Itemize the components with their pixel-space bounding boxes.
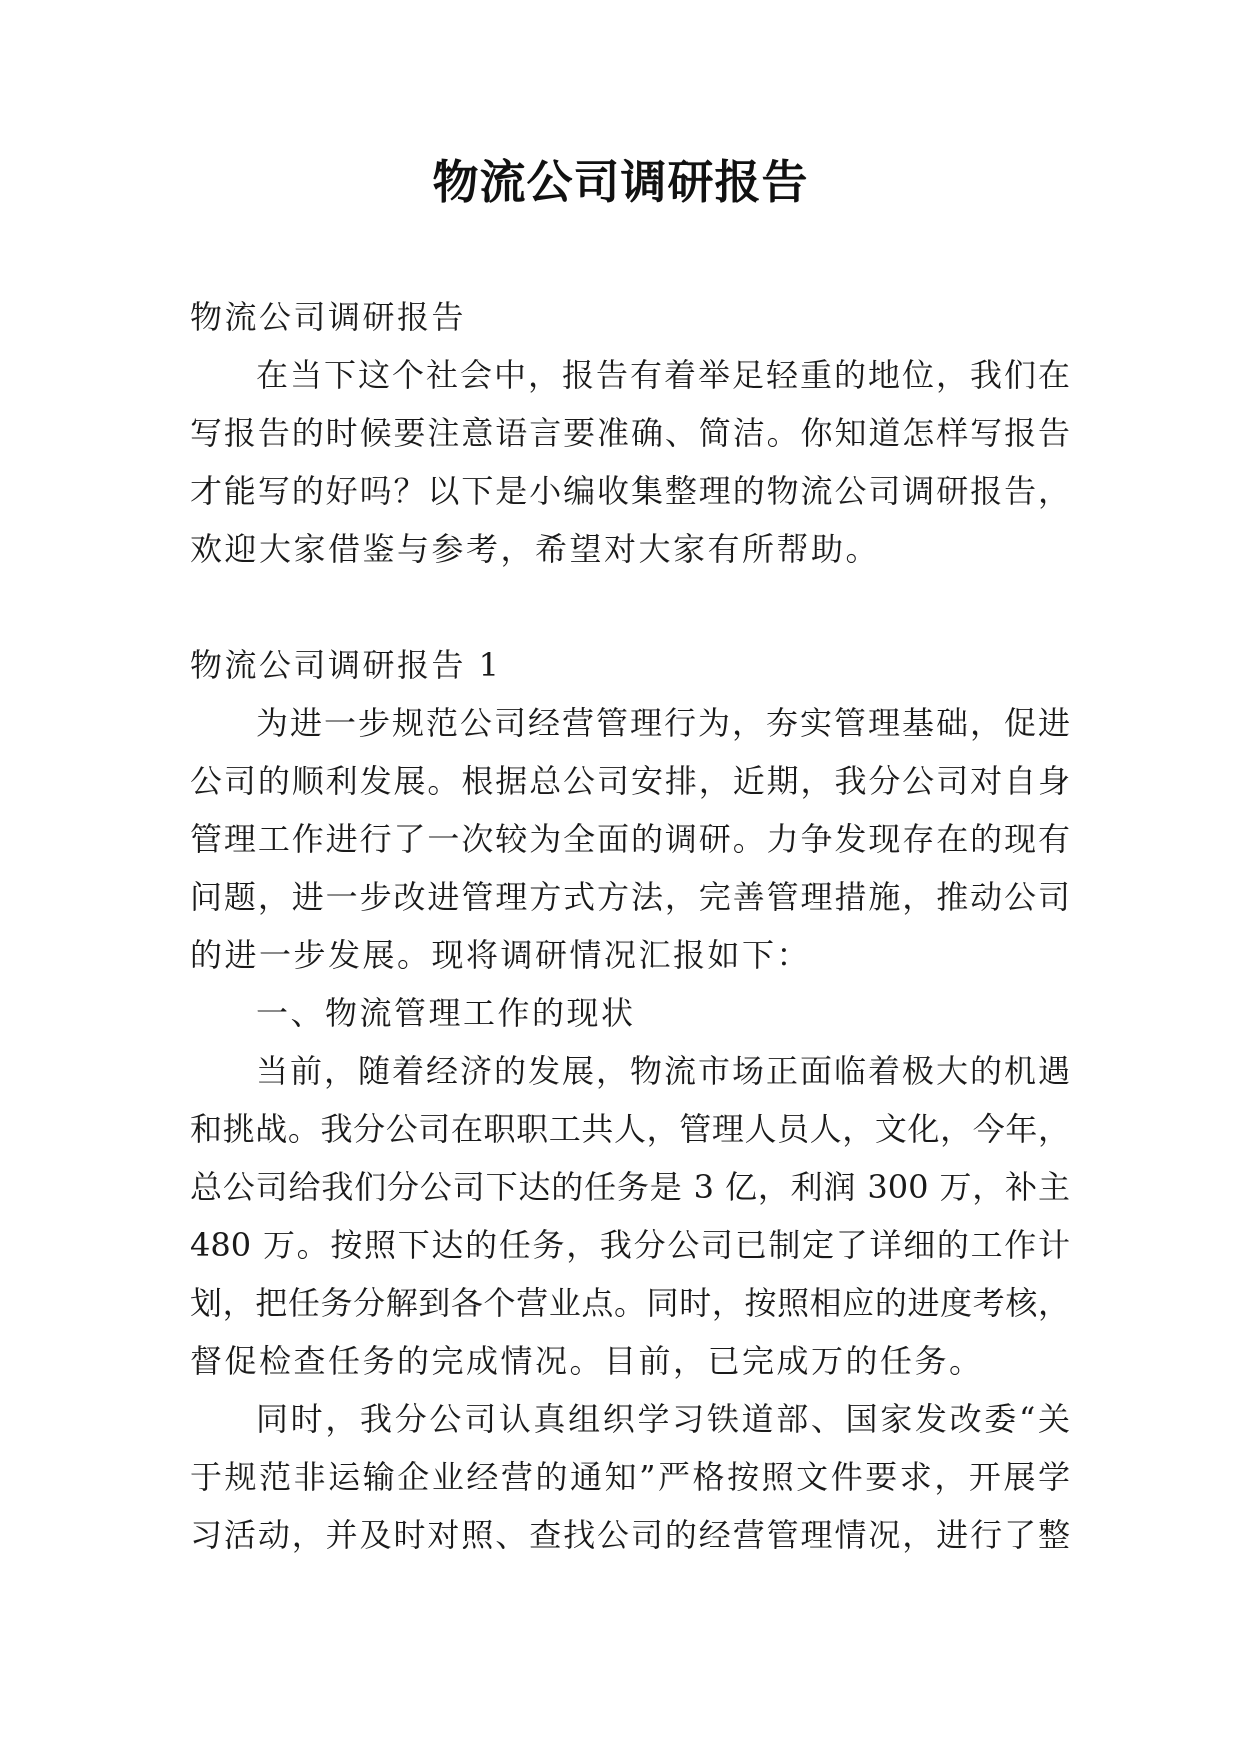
paragraph-line: 问题，进一步改进管理方式方法，完善管理措施，推动公司 [190,878,1070,916]
paragraph-line: 的进一步发展。现将调研情况汇报如下： [190,936,812,974]
intro-heading: 物流公司调研报告 [190,298,467,336]
paragraph-line: 欢迎大家借鉴与参考，希望对大家有所帮助。 [190,530,881,568]
section-heading: 物流公司调研报告 1 [190,646,502,684]
paragraph-line: 督促检查任务的完成情况。目前，已完成万的任务。 [190,1342,984,1380]
paragraph-line: 和挑战。我分公司在职职工共人，管理人员人，文化，今年， [190,1110,1070,1148]
paragraph-line: 公司的顺利发展。根据总公司安排，近期，我分公司对自身 [190,762,1070,800]
paragraph-line: 划，把任务分解到各个营业点。同时，按照相应的进度考核， [190,1284,1070,1322]
paragraph-line: 当前，随着经济的发展，物流市场正面临着极大的机遇 [256,1052,1070,1090]
paragraph-line: 管理工作进行了一次较为全面的调研。力争发现存在的现有 [190,820,1070,858]
document-body [190,288,1070,1564]
document-title: 物流公司调研报告 [432,155,809,209]
paragraph-line: 在当下这个社会中，报告有着举足轻重的地位，我们在 [256,356,1070,394]
paragraph-line: 480 万。按照下达的任务，我分公司已制定了详细的工作计 [190,1226,1070,1264]
paragraph-line: 写报告的时候要注意语言要准确、简洁。你知道怎样写报告 [190,414,1070,452]
paragraph-line: 于规范非运输企业经营的通知”严格按照文件要求，开展学 [190,1458,1070,1496]
paragraph-line: 才能写的好吗？以下是小编收集整理的物流公司调研报告， [190,472,1070,510]
subheading: 一、物流管理工作的现状 [256,994,636,1032]
paragraph-line: 同时，我分公司认真组织学习铁道部、国家发改委“关 [256,1400,1070,1438]
paragraph-line: 习活动，并及时对照、查找公司的经营管理情况，进行了整 [190,1516,1070,1554]
paragraph-line: 为进一步规范公司经营管理行为，夯实管理基础，促进 [256,704,1070,742]
paragraph-line: 总公司给我们分公司下达的任务是 3 亿，利润 300 万，补主 [190,1168,1070,1206]
paragraph-spacer [190,578,1070,636]
